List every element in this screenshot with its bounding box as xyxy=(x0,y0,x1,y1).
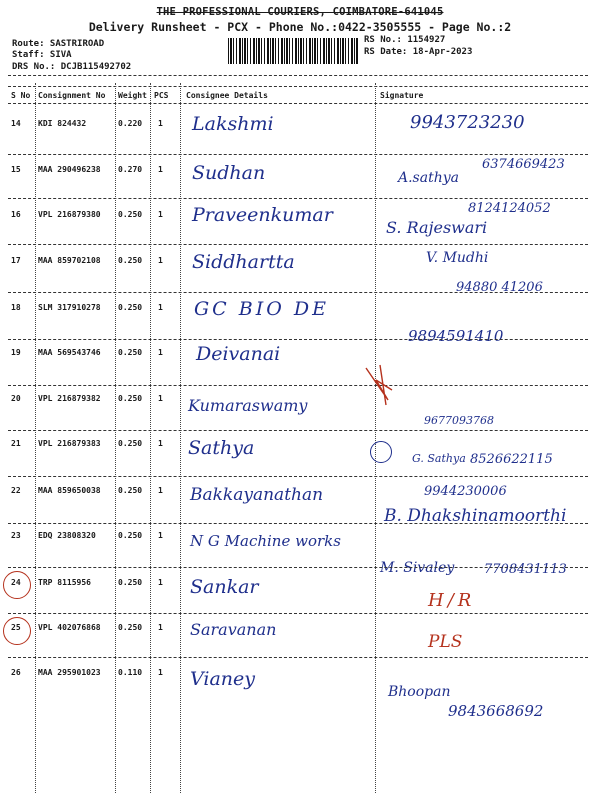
drs-number: DRS No.: DCJB115492702 xyxy=(12,62,132,72)
company-name: THE PROFESSIONAL COURIERS, COIMBATORE-641045 xyxy=(156,6,444,18)
row-divider xyxy=(8,430,588,431)
row-pcs: 1 xyxy=(158,486,163,495)
row-pcs: 1 xyxy=(158,256,163,265)
row-sno: 23 xyxy=(11,531,21,540)
row-divider xyxy=(8,292,588,293)
col-header-signature: Signature xyxy=(380,91,424,100)
row-signature: PLS xyxy=(428,632,463,652)
row-divider xyxy=(8,385,588,386)
row-pcs: 1 xyxy=(158,303,163,312)
row-consignee: Deivanai xyxy=(196,343,281,365)
row-consignee: Vianey xyxy=(190,668,256,690)
row-divider xyxy=(8,476,588,477)
header-rule-2 xyxy=(8,86,588,87)
row-pcs: 1 xyxy=(158,578,163,587)
row-consignment: EDQ 23808320 xyxy=(38,531,96,540)
col-header-consignment: Consignment No xyxy=(38,91,106,100)
row-pcs: 1 xyxy=(158,623,163,632)
row-consignee: GC BIO DE xyxy=(194,298,329,320)
row-signature: G. Sathya xyxy=(412,452,466,465)
row-weight: 0.250 xyxy=(118,303,143,312)
staff-label: Staff: SIVA xyxy=(12,50,72,60)
row-consignee: Bakkayanathan xyxy=(190,485,324,505)
row-weight: 0.250 xyxy=(118,256,143,265)
row-signature: 9944230006 xyxy=(424,484,507,499)
row-consignee: Sathya xyxy=(188,437,255,459)
row-divider xyxy=(8,567,588,568)
row-weight: 0.110 xyxy=(118,668,143,677)
col-separator xyxy=(375,83,376,793)
row-consignment: MAA 290496238 xyxy=(38,165,101,174)
row-sno: 16 xyxy=(11,210,21,219)
row-divider xyxy=(8,657,588,658)
col-header-pcs: PCS xyxy=(154,91,169,100)
row-consignment: TRP 8115956 xyxy=(38,578,91,587)
row-sno: 14 xyxy=(11,119,21,128)
row-consignment: VPL 216879382 xyxy=(38,394,101,403)
row-weight: 0.250 xyxy=(118,578,143,587)
row-signature: H/R xyxy=(428,590,476,611)
row-pcs: 1 xyxy=(158,394,163,403)
row-divider xyxy=(8,198,588,199)
row-phone: 94880 41206 xyxy=(456,280,543,295)
row-divider xyxy=(8,523,588,524)
row-pcs: 1 xyxy=(158,668,163,677)
row-sno: 26 xyxy=(11,668,21,677)
row-consignment: MAA 569543746 xyxy=(38,348,101,357)
row-phone: 9843668692 xyxy=(448,702,544,720)
row-pcs: 1 xyxy=(158,119,163,128)
rs-number: RS No.: 1154927 xyxy=(364,35,446,45)
row-pcs: 1 xyxy=(158,348,163,357)
row-signature: 9894591410 xyxy=(408,327,504,345)
row-consignment: VPL 216879383 xyxy=(38,439,101,448)
row-consignment: SLM 317910278 xyxy=(38,303,101,312)
row-signature: S. Rajeswari xyxy=(386,218,488,237)
row-sno: 18 xyxy=(11,303,21,312)
row-consignee: Siddhartta xyxy=(192,251,295,273)
row-weight: 0.250 xyxy=(118,623,143,632)
row-pcs: 1 xyxy=(158,439,163,448)
column-header-rule xyxy=(8,103,588,104)
row-weight: 0.250 xyxy=(118,394,143,403)
row-phone: 8124124052 xyxy=(468,201,551,216)
row-pcs: 1 xyxy=(158,531,163,540)
row-consignment: MAA 859702108 xyxy=(38,256,101,265)
circle-mark xyxy=(370,441,392,463)
row-signature: A.sathya xyxy=(398,170,459,186)
row-consignment: VPL 402076868 xyxy=(38,623,101,632)
row-signature: M. Sivaley xyxy=(380,560,455,576)
row-consignment: MAA 859650038 xyxy=(38,486,101,495)
row-sno: 19 xyxy=(11,348,21,357)
row-consignee: Saravanan xyxy=(190,620,277,639)
route-label: Route: SASTRIROAD xyxy=(12,39,105,49)
row-consignment: VPL 216879380 xyxy=(38,210,101,219)
row-sno: 24 xyxy=(11,578,21,587)
row-divider xyxy=(8,339,588,340)
row-consignee: Sudhan xyxy=(192,162,266,184)
row-consignee: Lakshmi xyxy=(192,113,274,135)
row-consignment: MAA 295901023 xyxy=(38,668,101,677)
red-ink-mark xyxy=(358,360,418,420)
row-divider xyxy=(8,154,588,155)
row-phone: 8526622115 xyxy=(470,452,553,467)
col-header-consignee: Consignee Details xyxy=(186,91,268,100)
col-separator xyxy=(35,83,36,793)
row-consignment: KDI 824432 xyxy=(38,119,87,128)
row-weight: 0.270 xyxy=(118,165,143,174)
row-phone: 7708431113 xyxy=(484,562,567,577)
row-pcs: 1 xyxy=(158,165,163,174)
rs-date: RS Date: 18-Apr-2023 xyxy=(364,47,473,57)
header-rule xyxy=(8,75,588,76)
row-sno: 21 xyxy=(11,439,21,448)
row-sno: 20 xyxy=(11,394,21,403)
row-signature: V. Mudhi xyxy=(426,250,489,266)
row-signature: Bhoopan xyxy=(388,684,451,700)
row-sno: 17 xyxy=(11,256,21,265)
row-sno: 22 xyxy=(11,486,21,495)
runsheet-title: Delivery Runsheet - PCX - Phone No.:0422-3505555 - Page No.:2 xyxy=(88,20,512,34)
col-separator xyxy=(150,83,151,793)
row-divider xyxy=(8,244,588,245)
row-pcs: 1 xyxy=(158,210,163,219)
row-consignee: Kumaraswamy xyxy=(188,396,308,415)
row-weight: 0.250 xyxy=(118,439,143,448)
col-header-weight: Weight xyxy=(118,91,147,100)
row-weight: 0.250 xyxy=(118,486,143,495)
row-divider xyxy=(8,613,588,614)
row-sno: 15 xyxy=(11,165,21,174)
row-name: B. Dhakshinamoorthi xyxy=(384,506,567,526)
row-weight: 0.220 xyxy=(118,119,143,128)
col-separator xyxy=(180,83,181,793)
row-weight: 0.250 xyxy=(118,531,143,540)
barcode xyxy=(228,38,358,64)
row-phone: 6374669423 xyxy=(482,157,565,172)
row-signature: 9677093768 xyxy=(424,414,494,427)
row-weight: 0.250 xyxy=(118,348,143,357)
row-consignee: Sankar xyxy=(190,576,259,598)
row-weight: 0.250 xyxy=(118,210,143,219)
row-consignee: Praveenkumar xyxy=(192,204,333,226)
row-signature: 9943723230 xyxy=(410,112,525,133)
col-header-sno: S No xyxy=(11,91,31,100)
col-separator xyxy=(115,83,116,793)
row-sno: 25 xyxy=(11,623,21,632)
row-consignee: N G Machine works xyxy=(190,532,341,550)
